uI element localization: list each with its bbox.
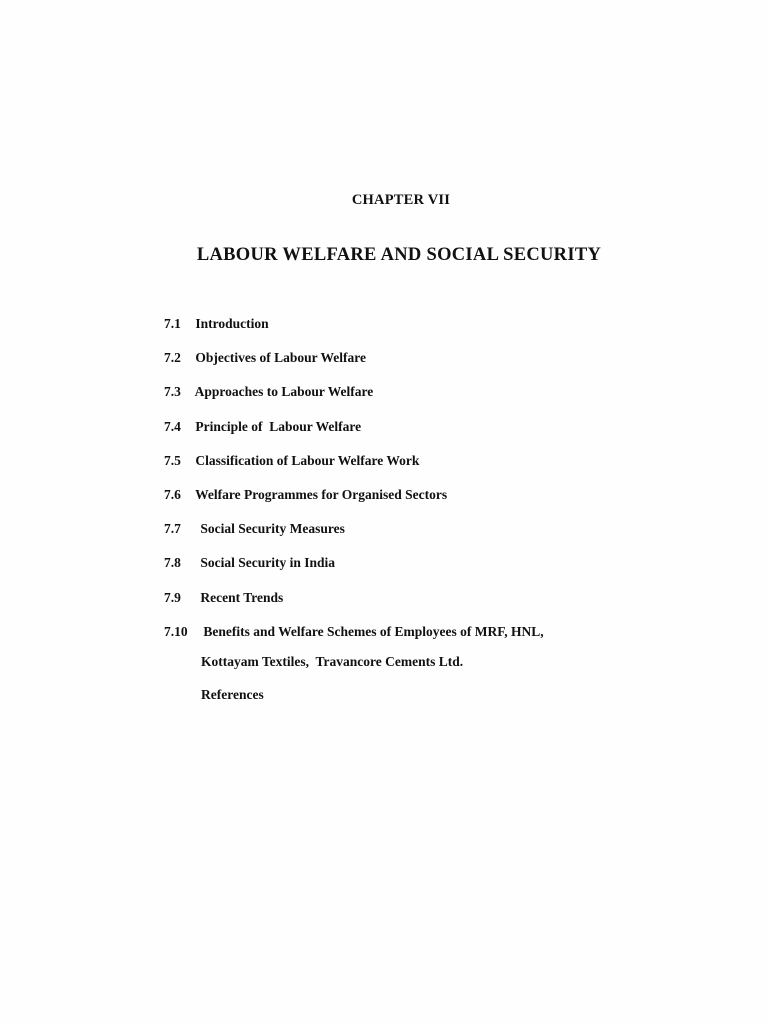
toc-item-number: 7.1	[164, 316, 181, 331]
toc-item-7-5	[164, 453, 724, 487]
chapter-label: CHAPTER VII	[351, 192, 451, 208]
toc-item-7-6	[164, 487, 724, 521]
toc-item-title: Principle of Labour Welfare	[195, 418, 362, 434]
toc-item-title: Benefits and Welfare Schemes of Employees of MRF, HNL,	[203, 623, 544, 639]
table-of-contents	[164, 316, 724, 669]
toc-item-number: 7.6	[164, 486, 181, 502]
toc-item-7-10	[164, 623, 724, 669]
toc-item-7-4	[164, 419, 724, 453]
toc-item-number: 7.9	[164, 589, 181, 605]
toc-item-number: 7.7	[164, 521, 181, 537]
toc-item-title: Approaches to Labour Welfare	[194, 384, 374, 400]
toc-item-7-9	[164, 590, 724, 624]
toc-item-title: Introduction	[195, 316, 269, 331]
toc-item-title: Social Security in India	[200, 555, 336, 571]
toc-item-7-3	[164, 384, 724, 418]
toc-item-7-8	[164, 555, 724, 589]
toc-item-title: Social Security Measures	[200, 521, 345, 537]
chapter-title: LABOUR WELFARE AND SOCIAL SECURITY	[196, 245, 602, 265]
toc-item-number: 7.10	[164, 623, 188, 639]
toc-item-title: Recent Trends	[200, 589, 284, 605]
toc-item-number: 7.3	[164, 384, 181, 400]
toc-item-title: Classification of Labour Welfare Work	[195, 452, 420, 468]
toc-item-number: 7.8	[164, 555, 181, 571]
toc-item-7-7	[164, 521, 724, 555]
toc-item-number: 7.4	[164, 418, 181, 434]
toc-item-title: Objectives of Labour Welfare	[195, 350, 366, 366]
toc-item-7-2	[164, 350, 724, 384]
toc-item-title-continuation: Kottayam Textiles, Travancore Cements Ltd.	[201, 653, 464, 669]
toc-item-title: Welfare Programmes for Organised Sectors	[195, 486, 448, 502]
references-heading: References	[201, 687, 264, 702]
toc-item-7-1	[164, 316, 724, 350]
toc-item-number: 7.2	[164, 350, 181, 366]
toc-item-number: 7.5	[164, 452, 181, 468]
